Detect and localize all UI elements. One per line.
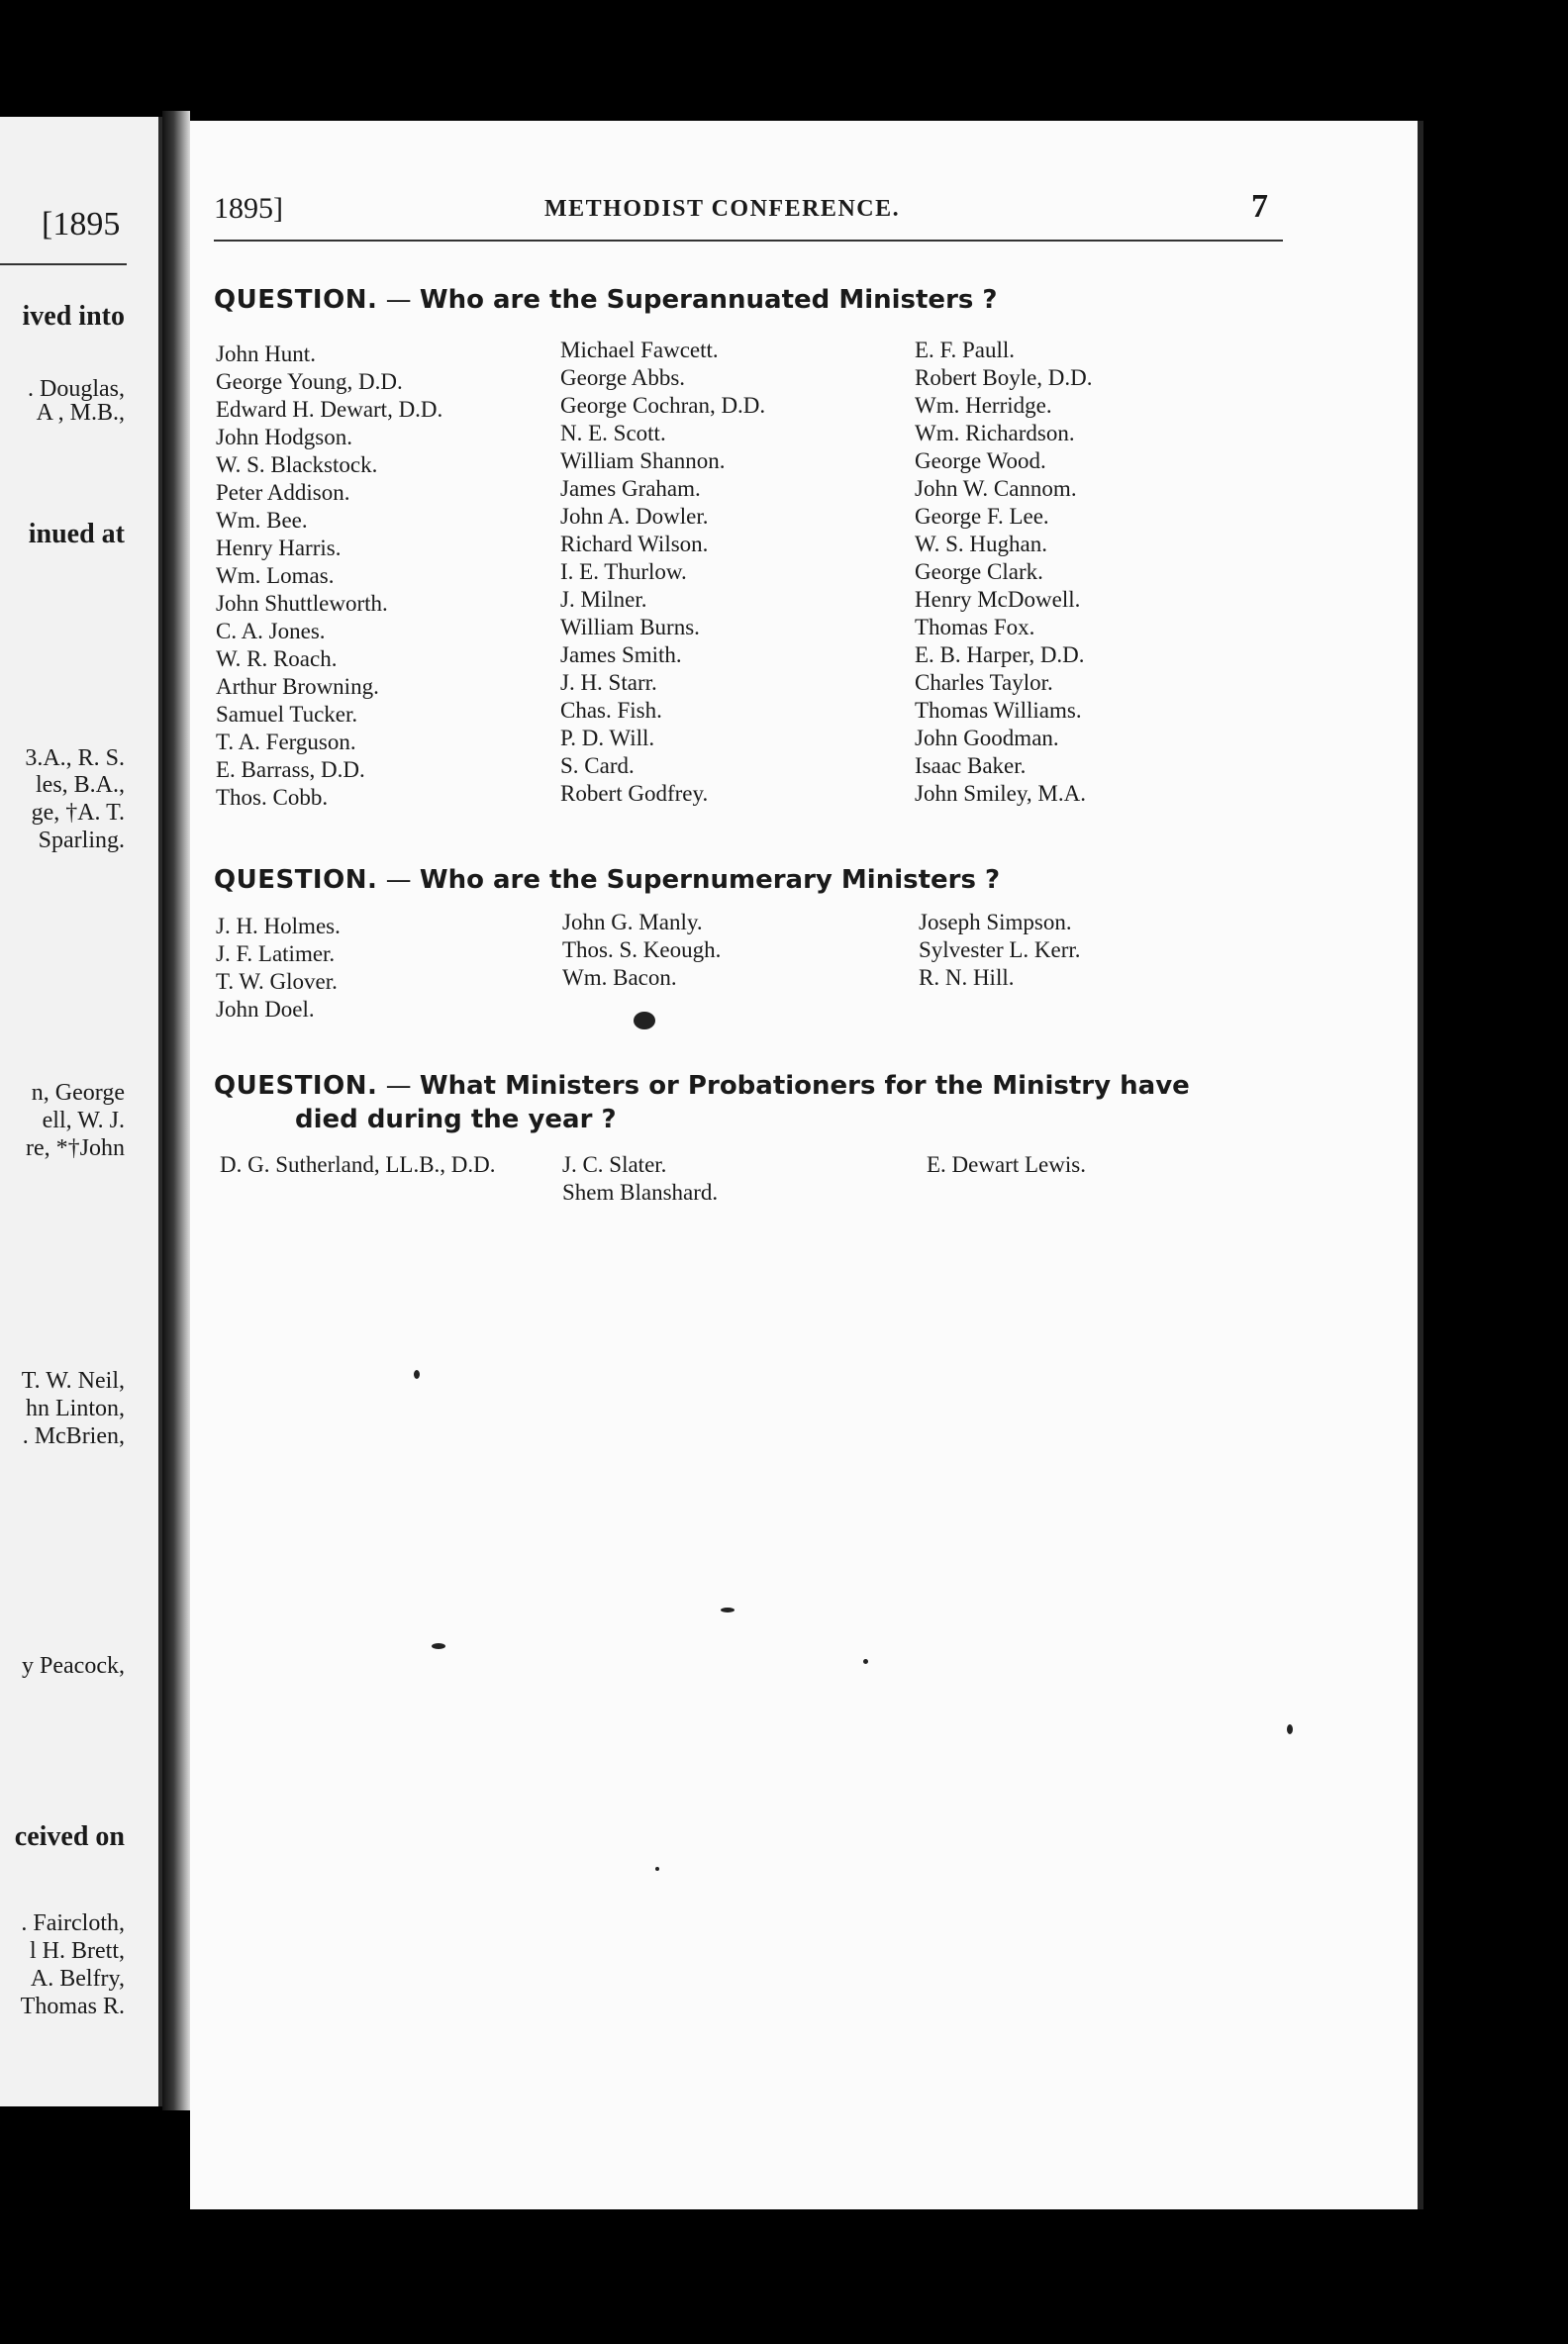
minister-name: John Doel. — [216, 997, 315, 1022]
ink-speck — [721, 1608, 735, 1612]
ink-speck — [655, 1867, 659, 1871]
minister-name: W. S. Hughan. — [915, 532, 1047, 556]
minister-name: Arthur Browning. — [216, 674, 379, 699]
minister-name: Peter Addison. — [216, 480, 350, 505]
question-label: QUESTION. — [214, 285, 378, 315]
previous-page-line: n, George — [31, 1080, 125, 1106]
minister-name: Wm. Bee. — [216, 508, 308, 533]
minister-name: J. Milner. — [560, 587, 647, 612]
deceased-name: E. Dewart Lewis. — [927, 1152, 1086, 1177]
previous-page-line: T. W. Neil, — [21, 1368, 125, 1394]
supernumerary-column-2 — [562, 909, 721, 992]
minister-name: John A. Dowler. — [560, 504, 709, 529]
minister-name: John Hodgson. — [216, 425, 353, 449]
minister-name: James Smith. — [560, 642, 682, 667]
previous-page-line: hn Linton, — [26, 1396, 125, 1421]
previous-page-line: . Faircloth, — [21, 1910, 125, 1936]
running-head-title: METHODIST CONFERENCE. — [544, 196, 901, 222]
minister-name: James Graham. — [560, 476, 701, 501]
question-text: Who are the Supernumerary Ministers ? — [419, 865, 1001, 895]
ink-speck — [1287, 1724, 1293, 1734]
previous-page-line: re, *†John — [26, 1135, 125, 1161]
minister-name: W. S. Blackstock. — [216, 452, 378, 477]
minister-name: Isaac Baker. — [915, 753, 1027, 778]
minister-name: T. A. Ferguson. — [216, 730, 356, 754]
question-supernumerary: QUESTION. — Who are the Supernumerary Ministers ? — [214, 865, 1001, 895]
deceased-name: J. C. Slater. — [562, 1152, 667, 1177]
ink-blot — [634, 1012, 655, 1029]
question-text: What Ministers or Probationers for the Ministry have — [419, 1071, 1190, 1101]
running-head-year: 1895] — [214, 192, 283, 225]
minister-name: John Hunt. — [216, 342, 316, 366]
question-text-continued: died during the year ? — [295, 1105, 617, 1134]
superannuated-column-2 — [560, 337, 765, 808]
deceased-name: Shem Blanshard. — [562, 1180, 719, 1205]
previous-page-line: A. Belfry, — [30, 1966, 125, 1992]
header-rule — [214, 240, 1283, 242]
minister-name: Edward H. Dewart, D.D. — [216, 397, 443, 422]
minister-name: R. N. Hill. — [919, 965, 1015, 990]
minister-name: E. Barrass, D.D. — [216, 757, 365, 782]
minister-name: N. E. Scott. — [560, 421, 666, 445]
question-superannuated: QUESTION. — Who are the Superannuated Ministers ? — [214, 285, 998, 315]
minister-name: Michael Fawcett. — [560, 338, 719, 362]
minister-name: John Goodman. — [915, 726, 1059, 750]
minister-name: Thomas Williams. — [915, 698, 1082, 723]
previous-page-line: ived into — [22, 301, 125, 332]
minister-name: J. H. Starr. — [560, 670, 657, 695]
minister-name: John Smiley, M.A. — [915, 781, 1086, 806]
superannuated-column-3 — [915, 337, 1093, 808]
ink-speck — [863, 1659, 868, 1664]
minister-name: John W. Cannom. — [915, 476, 1077, 501]
minister-name: Chas. Fish. — [560, 698, 662, 723]
minister-name: George Young, D.D. — [216, 369, 403, 394]
minister-name: Samuel Tucker. — [216, 702, 358, 727]
minister-name: S. Card. — [560, 753, 635, 778]
minister-name: P. D. Will. — [560, 726, 655, 750]
previous-page-line: . Douglas, — [28, 376, 125, 402]
minister-name: Joseph Simpson. — [919, 910, 1072, 934]
minister-name: Thomas Fox. — [915, 615, 1035, 639]
previous-page-line: ceived on — [14, 1821, 125, 1852]
minister-name: Sylvester L. Kerr. — [919, 937, 1081, 962]
minister-name: C. A. Jones. — [216, 619, 326, 643]
previous-page-line: Thomas R. — [20, 1994, 125, 2019]
minister-name: George Abbs. — [560, 365, 686, 390]
minister-name: John Shuttleworth. — [216, 591, 388, 616]
supernumerary-column-1 — [216, 913, 341, 1024]
previous-page — [0, 117, 162, 2106]
minister-name: Robert Godfrey. — [560, 781, 709, 806]
minister-name: Henry Harris. — [216, 536, 342, 560]
supernumerary-column-3 — [919, 909, 1081, 992]
question-label: QUESTION. — [214, 865, 378, 895]
minister-name: George Clark. — [915, 559, 1043, 584]
page-number: 7 — [1251, 188, 1268, 225]
previous-page-line: A , M.B., — [36, 400, 125, 426]
previous-page-line: . McBrien, — [22, 1423, 125, 1449]
question-label: QUESTION. — [214, 1071, 378, 1101]
minister-name: T. W. Glover. — [216, 969, 338, 994]
minister-name: George Wood. — [915, 448, 1046, 473]
question-text: Who are the Superannuated Ministers ? — [419, 285, 998, 315]
ink-speck — [414, 1370, 420, 1379]
minister-name: I. E. Thurlow. — [560, 559, 687, 584]
minister-name: William Shannon. — [560, 448, 726, 473]
ink-speck — [432, 1643, 445, 1649]
book-gutter — [162, 111, 190, 2110]
minister-name: John G. Manly. — [562, 910, 703, 934]
minister-name: Charles Taylor. — [915, 670, 1053, 695]
main-page — [190, 121, 1423, 2209]
minister-name: William Burns. — [560, 615, 700, 639]
minister-name: J. H. Holmes. — [216, 914, 341, 938]
minister-name: Robert Boyle, D.D. — [915, 365, 1093, 390]
minister-name: Wm. Bacon. — [562, 965, 677, 990]
minister-name: Henry McDowell. — [915, 587, 1081, 612]
deceased-name: D. G. Sutherland, LL.B., D.D. — [220, 1152, 496, 1177]
superannuated-column-1 — [216, 341, 442, 812]
previous-page-line: ge, †A. T. — [31, 800, 125, 826]
previous-page-year: [1895 — [42, 206, 121, 243]
previous-page-line: ell, W. J. — [42, 1108, 125, 1133]
previous-page-line: les, B.A., — [36, 772, 125, 798]
minister-name: Wm. Herridge. — [915, 393, 1052, 418]
previous-page-header-rule — [0, 263, 127, 265]
minister-name: Richard Wilson. — [560, 532, 709, 556]
previous-page-line: inued at — [28, 519, 125, 549]
previous-page-line: y Peacock, — [22, 1653, 125, 1679]
minister-name: George F. Lee. — [915, 504, 1049, 529]
minister-name: Wm. Richardson. — [915, 421, 1075, 445]
minister-name: J. F. Latimer. — [216, 941, 336, 966]
previous-page-line: 3.A., R. S. — [25, 745, 125, 771]
minister-name: George Cochran, D.D. — [560, 393, 766, 418]
minister-name: E. B. Harper, D.D. — [915, 642, 1085, 667]
minister-name: Thos. Cobb. — [216, 785, 329, 810]
previous-page-line: l H. Brett, — [30, 1938, 125, 1964]
minister-name: E. F. Paull. — [915, 338, 1016, 362]
minister-name: Wm. Lomas. — [216, 563, 335, 588]
question-deceased: QUESTION. — What Ministers or Probationers for the Ministry have died during the year ? — [214, 1071, 1278, 1134]
previous-page-line: Sparling. — [38, 828, 125, 853]
minister-name: W. R. Roach. — [216, 646, 338, 671]
minister-name: Thos. S. Keough. — [562, 937, 722, 962]
